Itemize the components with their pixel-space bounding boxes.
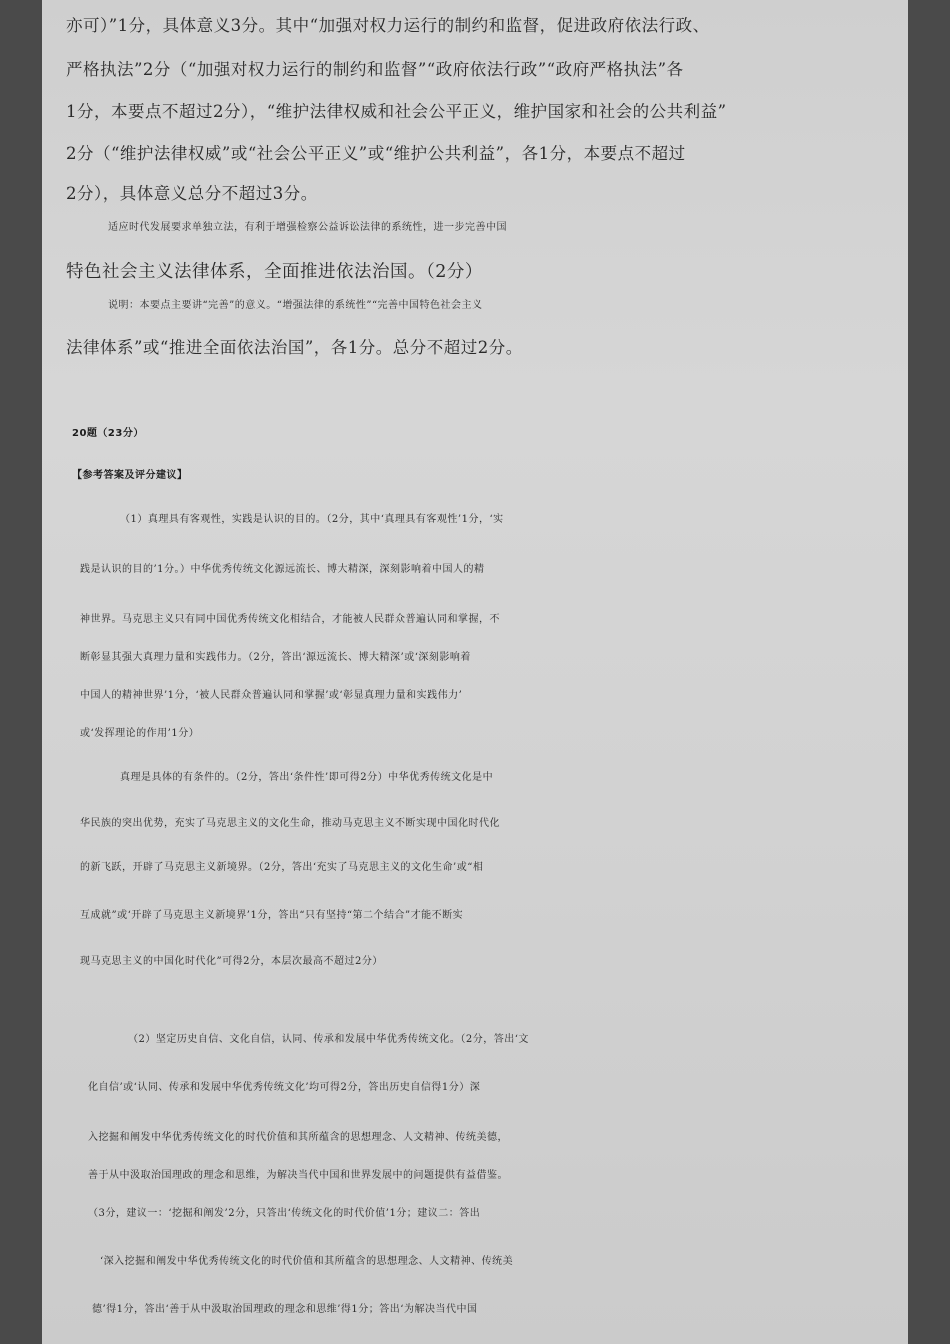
answer-line: 华民族的突出优势，充实了马克思主义的文化生命，推动马克思主义不断实现中国化时代化 bbox=[80, 818, 500, 829]
note-line: 法律体系”或“推进全面依法治国”，各1分。总分不超过2分。 bbox=[66, 338, 523, 357]
text-line: 严格执法”2分（“加强对权力运行的制约和监督”“政府依法行政”“政府严格执法”各 bbox=[66, 60, 684, 79]
answer-line: 断彰显其强大真理力量和实践伟力。（2分，答出‘源远流长、博大精深’或‘深刻影响着 bbox=[80, 652, 471, 663]
answer-line: 德’得1分，答出‘善于从中汲取治国理政的理念和思维’得1分；答出‘为解决当代中国 bbox=[92, 1304, 478, 1315]
text-line: 2分），具体意义总分不超过3分。 bbox=[66, 184, 318, 203]
question-title: 20题（23分） bbox=[72, 428, 144, 439]
answer-line: 践是认识的目的’1分。）中华优秀传统文化源远流长、博大精深，深刻影响着中国人的精 bbox=[80, 564, 485, 575]
answer-line: 善于从中汲取治国理政的理念和思维，为解决当代中国和世界发展中的问题提供有益借鉴。 bbox=[88, 1170, 508, 1181]
answer-line: 中国人的精神世界’1分，‘被人民群众普遍认同和掌握’或‘彰显真理力量和实践伟力’ bbox=[80, 690, 463, 701]
answer-line: （3分，建议一：‘挖掘和阐发’2分，只答出‘传统文化的时代价值’1分；建议二：答出 bbox=[88, 1208, 481, 1219]
text-line: 适应时代发展要求单独立法，有利于增强检察公益诉讼法律的系统性，进一步完善中国 bbox=[108, 222, 507, 233]
answer-line: 化自信’或‘认同、传承和发展中华优秀传统文化’均可得2分，答出历史自信得1分）深 bbox=[88, 1082, 481, 1093]
document-page bbox=[42, 0, 908, 1344]
note-line: 说明：本要点主要讲“完善”的意义。“增强法律的系统性”“完善中国特色社会主义 bbox=[108, 300, 483, 311]
answer-line: 入挖掘和阐发中华优秀传统文化的时代价值和其所蕴含的思想理念、人文精神、传统美德， bbox=[88, 1132, 508, 1143]
answer-line: 神世界。马克思主义只有同中国优秀传统文化相结合，才能被人民群众普遍认同和掌握，不 bbox=[80, 614, 500, 625]
answer-line: 的新飞跃，开辟了马克思主义新境界。（2分，答出‘充实了马克思主义的文化生命’或“相 bbox=[80, 862, 484, 873]
section-subtitle: 【参考答案及评分建议】 bbox=[72, 470, 188, 481]
answer-line: 真理是具体的有条件的。（2分，答出‘条件性’即可得2分）中华优秀传统文化是中 bbox=[120, 772, 494, 783]
answer-line: ‘深入挖掘和阐发中华优秀传统文化的时代价值和其所蕴含的思想理念、人文精神、传统美 bbox=[100, 1256, 514, 1267]
text-line: 1分，本要点不超过2分），“维护法律权威和社会公平正义，维护国家和社会的公共利益” bbox=[66, 102, 727, 121]
answer-line: 现马克思主义的中国化时代化”可得2分，本层次最高不超过2分） bbox=[80, 956, 383, 967]
text-line: 2分（“维护法律权威”或“社会公平正义”或“维护公共利益”，各1分，本要点不超过 bbox=[66, 144, 686, 163]
answer-line: （2）坚定历史自信、文化自信，认同、传承和发展中华优秀传统文化。（2分，答出‘文 bbox=[128, 1034, 529, 1045]
text-line: 亦可）”1分，具体意义3分。其中“加强对权力运行的制约和监督，促进政府依法行政、 bbox=[66, 16, 710, 35]
answer-line: （1）真理具有客观性，实践是认识的目的。（2分，其中‘真理具有客观性’1分，‘实 bbox=[120, 514, 504, 525]
answer-line: 互成就”或‘开辟了马克思主义新境界’1分，答出“只有坚持“第二个结合”才能不断实 bbox=[80, 910, 464, 921]
answer-line: 或‘发挥理论的作用’1分） bbox=[80, 728, 200, 739]
text-line: 特色社会主义法律体系，全面推进依法治国。（2分） bbox=[66, 262, 483, 282]
